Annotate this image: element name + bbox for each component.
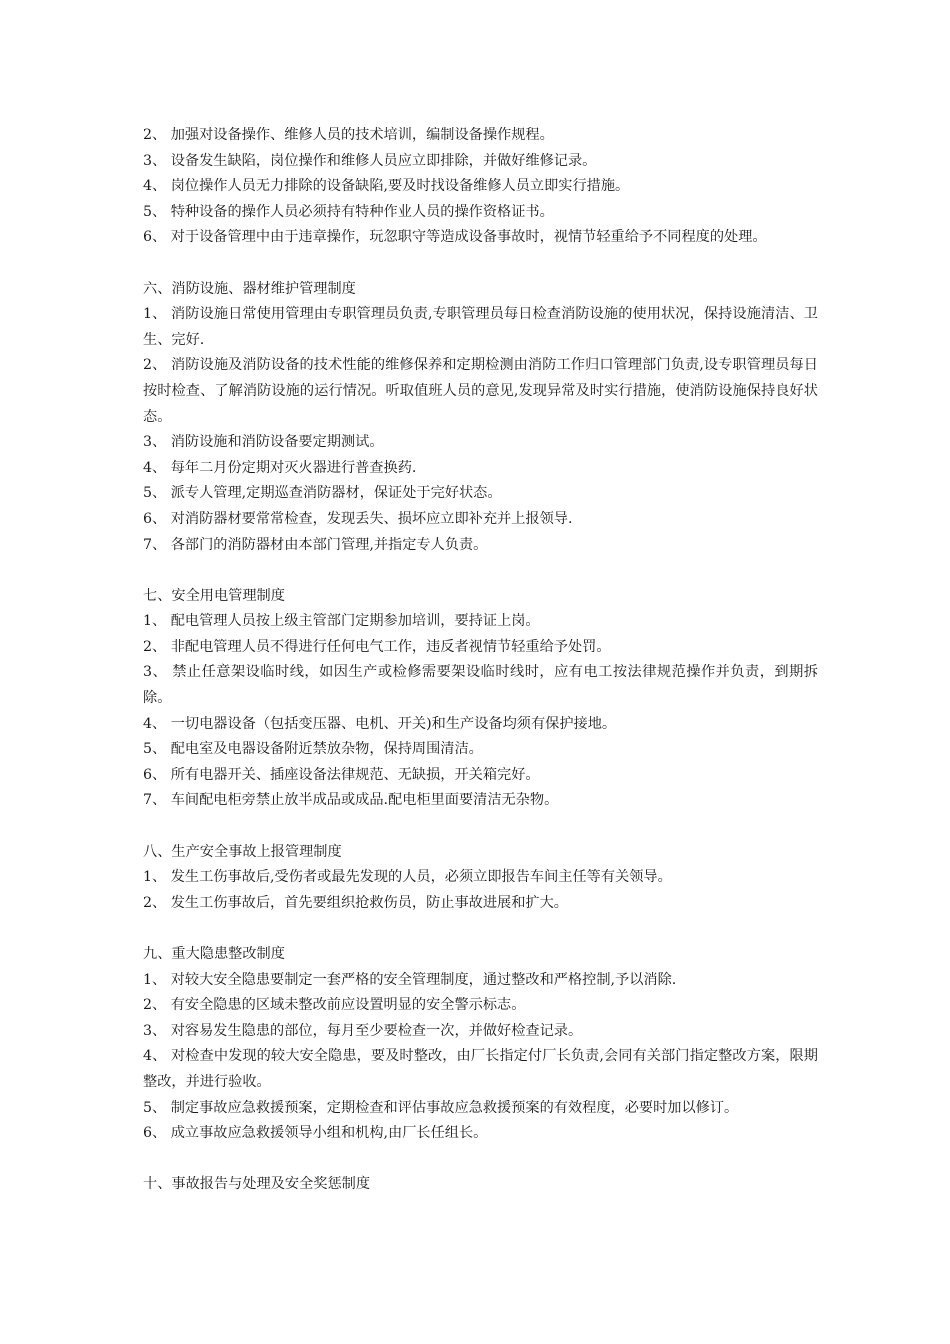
section-heading: 九、重大隐患整改制度 — [143, 946, 285, 962]
paragraph: 7、 各部门的消防器材由本部门管理,并指定专人负责。 — [143, 536, 488, 553]
document-page — [143, 123, 818, 1198]
section-fire-facilities — [143, 277, 818, 559]
section-accident-reporting — [143, 840, 818, 917]
paragraph: 1、 消防设施日常使用管理由专职管理员负责,专职管理员每日检查消防设施的使用状况，保持设施清洁、卫生、完好. — [143, 306, 818, 348]
paragraph: 3、 设备发生缺陷，岗位操作和维修人员应立即排除，并做好维修记录。 — [143, 152, 597, 169]
paragraph: 1、 配电管理人员按上级主管部门定期参加培训，要持证上岗。 — [143, 613, 540, 630]
paragraph: 1、 对较大安全隐患要制定一套严格的安全管理制度，通过整改和严格控制,予以消除. — [143, 971, 677, 988]
section-heading: 八、生产安全事故上报管理制度 — [143, 843, 342, 860]
paragraph: 3、 禁止任意架设临时线，如因生产或检修需要架设临时线时，应有电工按法律规范操作并负责，到期拆除。 — [143, 664, 818, 707]
paragraph: 6、 成立事故应急救援领导小组和机构,由厂长任组长。 — [143, 1125, 488, 1142]
section-accident-handling-rewards — [143, 1172, 818, 1198]
paragraph: 3、 消防设施和消防设备要定期测试。 — [143, 434, 384, 451]
paragraph: 6、 所有电器开关、插座设备法律规范、无缺损，开关箱完好。 — [143, 766, 540, 783]
section-heading: 六、消防设施、器材维护管理制度 — [143, 280, 356, 297]
paragraph: 5、 配电室及电器设备附近禁放杂物，保持周围清洁。 — [143, 741, 483, 758]
paragraph: 4、 对检查中发现的较大安全隐患，要及时整改，由厂长指定付厂长负责,会同有关部门指定整改方案，限期整改，并进行验收。 — [143, 1048, 818, 1090]
section-heading: 七、安全用电管理制度 — [143, 587, 285, 604]
paragraph: 2、 非配电管理人员不得进行任何电气工作，违反者视情节轻重给予处罚。 — [143, 638, 611, 655]
section-electrical-safety — [143, 584, 818, 814]
paragraph: 5、 制定事故应急救援预案，定期检查和评估事故应急救援预案的有效程度，必要时加以修订。 — [143, 1099, 739, 1116]
paragraph: 4、 一切电器设备（包括变压器、电机、开关)和生产设备均须有保护接地。 — [143, 715, 617, 732]
paragraph: 3、 对容易发生隐患的部位，每月至少要检查一次，并做好检查记录。 — [143, 1022, 583, 1039]
paragraph: 6、 对于设备管理中由于违章操作，玩忽职守等造成设备事故时，视情节轻重给予不同程度的处理。 — [143, 229, 767, 246]
paragraph: 5、 特种设备的操作人员必须持有特种作业人员的操作资格证书。 — [143, 203, 554, 220]
paragraph: 2、 发生工伤事故后，首先要组织抢救伤员，防止事故进展和扩大。 — [143, 894, 568, 911]
paragraph: 4、 每年二月份定期对灭火器进行普查换药. — [143, 459, 417, 476]
section-heading: 十、事故报告与处理及安全奖惩制度 — [143, 1176, 371, 1193]
paragraph: 2、 消防设施及消防设备的技术性能的维修保养和定期检测由消防工作归口管理部门负责,设专职管理员每日按时检查、了解消防设施的运行情况。听取值班人员的意见,发现异常及时实行措施，使消防设施保持良好状态。 — [143, 357, 818, 425]
paragraph: 4、 岗位操作人员无力排除的设备缺陷,要及时找设备维修人员立即实行措施。 — [143, 178, 630, 195]
section-equipment-continued — [143, 123, 818, 251]
paragraph: 2、 加强对设备操作、维修人员的技术培训，编制设备操作规程。 — [143, 127, 554, 143]
section-hazard-rectification — [143, 942, 818, 1147]
paragraph: 2、 有安全隐患的区域未整改前应设置明显的安全警示标志。 — [143, 997, 526, 1014]
paragraph: 7、 车间配电柜旁禁止放半成品或成品.配电柜里面要清洁无杂物。 — [143, 792, 559, 809]
paragraph: 6、 对消防器材要常常检查，发现丢失、损坏应立即补充并上报领导. — [143, 510, 573, 527]
paragraph: 5、 派专人管理,定期巡查消防器材，保证处于完好状态。 — [143, 485, 502, 502]
paragraph: 1、 发生工伤事故后,受伤者或最先发现的人员，必须立即报告车间主任等有关领导。 — [143, 869, 672, 886]
